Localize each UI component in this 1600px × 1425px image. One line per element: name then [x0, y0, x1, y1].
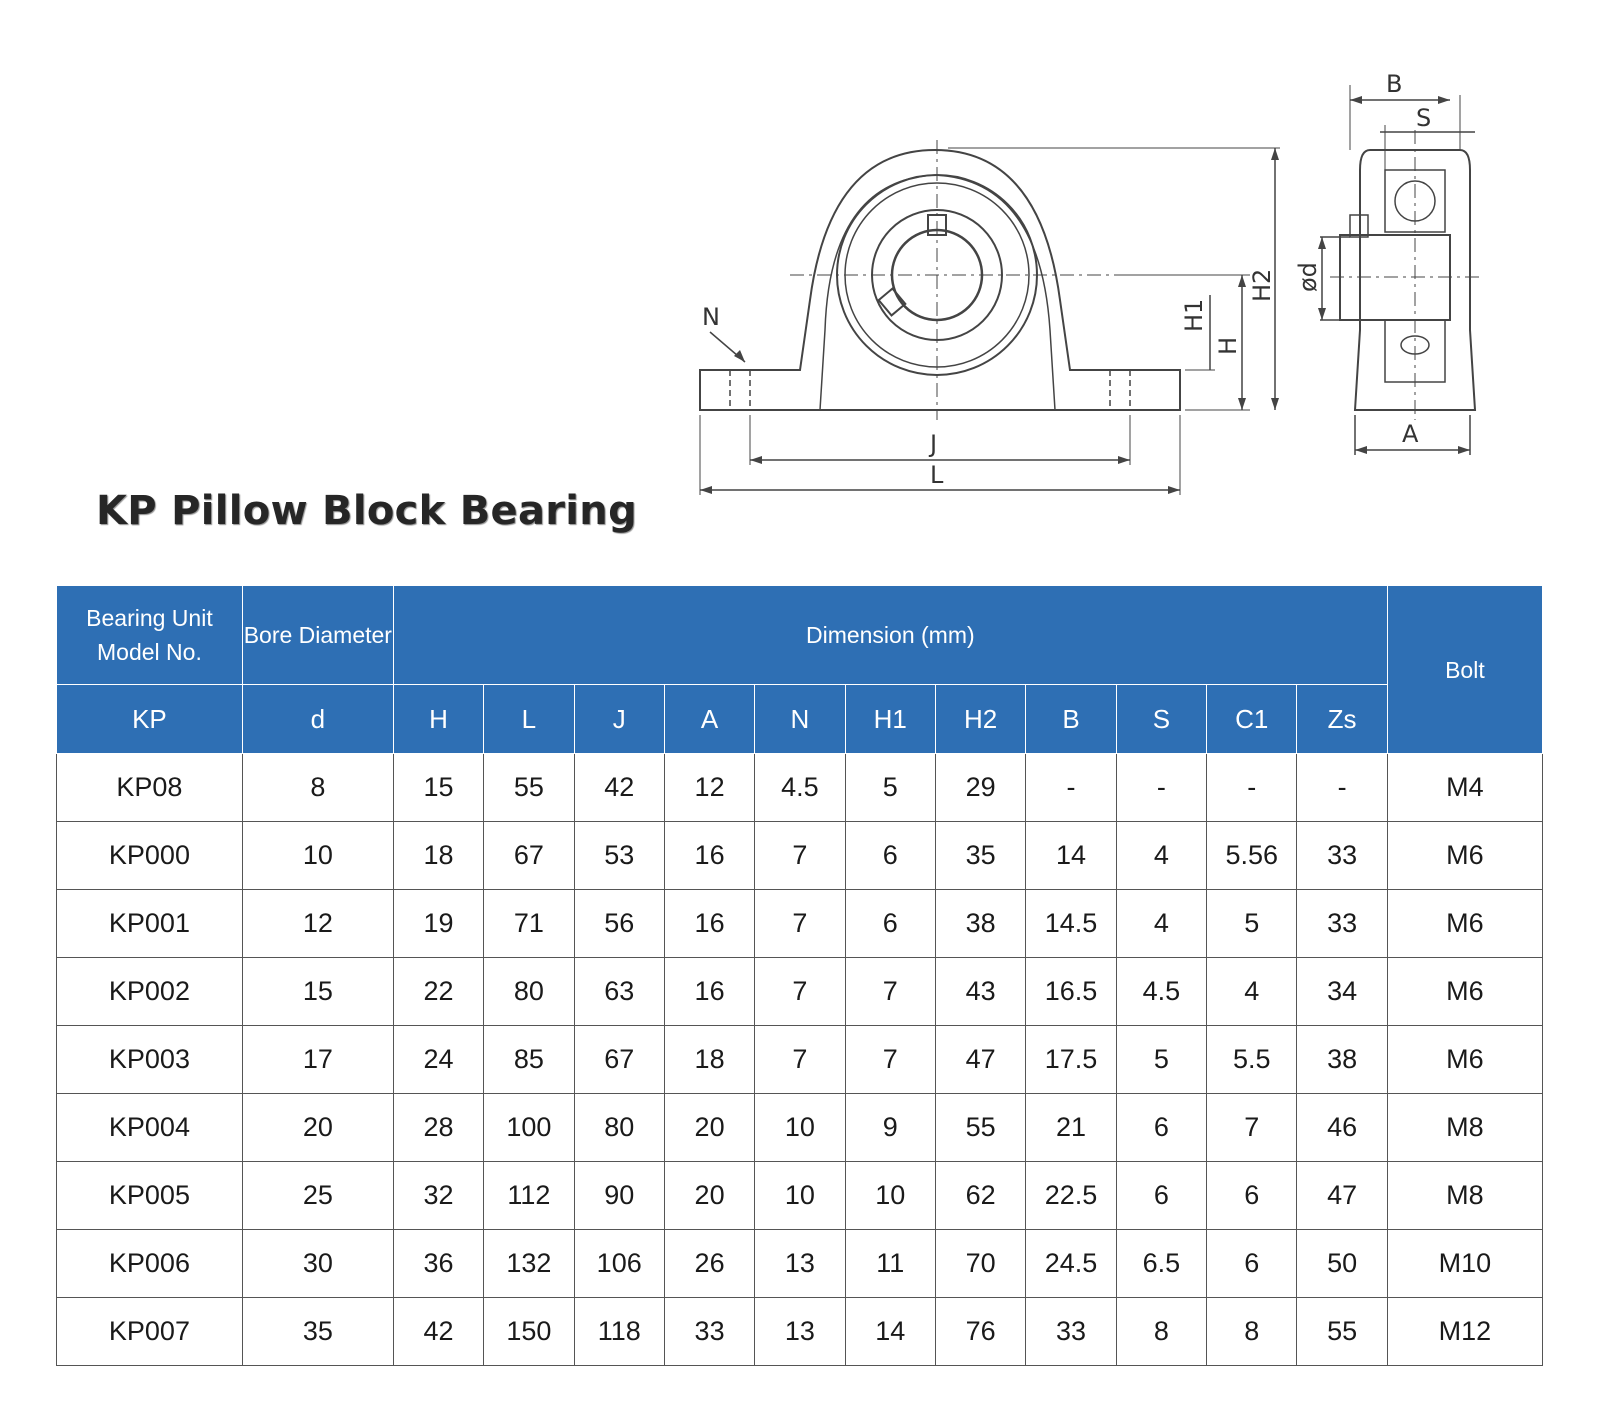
value-cell: 90: [574, 1162, 664, 1230]
table-row: [57, 754, 1543, 822]
value-cell: 36: [393, 1230, 483, 1298]
value-cell: 20: [664, 1162, 754, 1230]
value-cell: 6: [1116, 1094, 1206, 1162]
value-cell: 9: [845, 1094, 935, 1162]
label-H: H: [1214, 336, 1242, 355]
value-cell: 10: [755, 1094, 845, 1162]
technical-drawing: [690, 70, 1540, 520]
value-cell: 33: [1026, 1298, 1116, 1366]
value-cell: 6: [845, 822, 935, 890]
value-cell: 14: [1026, 822, 1116, 890]
value-cell: -: [1297, 754, 1387, 822]
value-cell: 67: [574, 1026, 664, 1094]
value-cell: 85: [484, 1026, 574, 1094]
value-cell: 7: [755, 822, 845, 890]
table-row: [57, 1230, 1543, 1298]
value-cell: 8: [1116, 1298, 1206, 1366]
model-cell: KP000: [57, 822, 243, 890]
column-header: H: [393, 685, 483, 754]
dimension-table: [56, 585, 1543, 1366]
value-cell: 35: [935, 822, 1025, 890]
value-cell: -: [1207, 754, 1297, 822]
table-row: [57, 1298, 1543, 1366]
label-J: J: [930, 430, 938, 458]
value-cell: 7: [1207, 1094, 1297, 1162]
value-cell: 70: [935, 1230, 1025, 1298]
value-cell: 10: [755, 1162, 845, 1230]
value-cell: 62: [935, 1162, 1025, 1230]
value-cell: 47: [1297, 1162, 1387, 1230]
value-cell: 6: [1207, 1230, 1297, 1298]
value-cell: 17.5: [1026, 1026, 1116, 1094]
header-model: Bearing Unit Model No.: [57, 586, 243, 685]
value-cell: 16: [664, 890, 754, 958]
value-cell: 16: [664, 958, 754, 1026]
column-header: C1: [1207, 685, 1297, 754]
value-cell: 10: [845, 1162, 935, 1230]
value-cell: 24.5: [1026, 1230, 1116, 1298]
value-cell: 5: [1116, 1026, 1206, 1094]
header-bore: Bore Diameter: [242, 586, 393, 685]
value-cell: 7: [845, 1026, 935, 1094]
column-header: KP: [57, 685, 243, 754]
value-cell: 15: [242, 958, 393, 1026]
value-cell: 6: [845, 890, 935, 958]
bolt-cell: M8: [1387, 1094, 1542, 1162]
value-cell: 16: [664, 822, 754, 890]
value-cell: 10: [242, 822, 393, 890]
value-cell: 46: [1297, 1094, 1387, 1162]
value-cell: 7: [755, 890, 845, 958]
column-header: J: [574, 685, 664, 754]
value-cell: -: [1116, 754, 1206, 822]
model-cell: KP007: [57, 1298, 243, 1366]
value-cell: 4.5: [755, 754, 845, 822]
value-cell: 4: [1207, 958, 1297, 1026]
bolt-cell: M10: [1387, 1230, 1542, 1298]
value-cell: 55: [484, 754, 574, 822]
column-header: H2: [935, 685, 1025, 754]
value-cell: 22: [393, 958, 483, 1026]
bolt-cell: M4: [1387, 754, 1542, 822]
value-cell: 20: [664, 1094, 754, 1162]
value-cell: 14: [845, 1298, 935, 1366]
table-row: [57, 1162, 1543, 1230]
label-N: N: [702, 303, 720, 331]
column-header: H1: [845, 685, 935, 754]
value-cell: 80: [484, 958, 574, 1026]
model-cell: KP004: [57, 1094, 243, 1162]
value-cell: 53: [574, 822, 664, 890]
value-cell: 63: [574, 958, 664, 1026]
value-cell: 47: [935, 1026, 1025, 1094]
value-cell: 150: [484, 1298, 574, 1366]
value-cell: 12: [664, 754, 754, 822]
column-header: S: [1116, 685, 1206, 754]
model-cell: KP003: [57, 1026, 243, 1094]
value-cell: 76: [935, 1298, 1025, 1366]
value-cell: 6: [1116, 1162, 1206, 1230]
value-cell: 18: [664, 1026, 754, 1094]
value-cell: 8: [242, 754, 393, 822]
model-cell: KP005: [57, 1162, 243, 1230]
value-cell: 30: [242, 1230, 393, 1298]
table-row: [57, 1094, 1543, 1162]
value-cell: 13: [755, 1230, 845, 1298]
column-header: Zs: [1297, 685, 1387, 754]
table-row: [57, 958, 1543, 1026]
value-cell: 20: [242, 1094, 393, 1162]
value-cell: 5: [845, 754, 935, 822]
value-cell: 38: [1297, 1026, 1387, 1094]
value-cell: 16.5: [1026, 958, 1116, 1026]
value-cell: 132: [484, 1230, 574, 1298]
column-header: B: [1026, 685, 1116, 754]
value-cell: 7: [755, 958, 845, 1026]
model-cell: KP001: [57, 890, 243, 958]
label-S: S: [1416, 104, 1432, 132]
value-cell: 42: [574, 754, 664, 822]
value-cell: 5: [1207, 890, 1297, 958]
value-cell: 112: [484, 1162, 574, 1230]
bolt-cell: M6: [1387, 958, 1542, 1026]
value-cell: 21: [1026, 1094, 1116, 1162]
value-cell: 33: [664, 1298, 754, 1366]
value-cell: 32: [393, 1162, 483, 1230]
table-row: [57, 1026, 1543, 1094]
value-cell: 5.56: [1207, 822, 1297, 890]
table-row: [57, 890, 1543, 958]
value-cell: 80: [574, 1094, 664, 1162]
column-header: L: [484, 685, 574, 754]
value-cell: 6: [1207, 1162, 1297, 1230]
bolt-cell: M6: [1387, 822, 1542, 890]
bolt-cell: M6: [1387, 1026, 1542, 1094]
table-row: [57, 822, 1543, 890]
value-cell: 12: [242, 890, 393, 958]
value-cell: 6.5: [1116, 1230, 1206, 1298]
bolt-cell: M12: [1387, 1298, 1542, 1366]
label-L: L: [930, 461, 944, 489]
value-cell: 71: [484, 890, 574, 958]
value-cell: 13: [755, 1298, 845, 1366]
value-cell: 55: [1297, 1298, 1387, 1366]
value-cell: 50: [1297, 1230, 1387, 1298]
value-cell: 33: [1297, 890, 1387, 958]
value-cell: 25: [242, 1162, 393, 1230]
header-dimension: Dimension (mm): [393, 586, 1387, 685]
value-cell: 33: [1297, 822, 1387, 890]
label-H2: H2: [1248, 268, 1276, 302]
value-cell: 55: [935, 1094, 1025, 1162]
value-cell: -: [1026, 754, 1116, 822]
column-header: N: [755, 685, 845, 754]
value-cell: 67: [484, 822, 574, 890]
value-cell: 19: [393, 890, 483, 958]
value-cell: 43: [935, 958, 1025, 1026]
value-cell: 34: [1297, 958, 1387, 1026]
value-cell: 106: [574, 1230, 664, 1298]
bolt-cell: M6: [1387, 890, 1542, 958]
value-cell: 11: [845, 1230, 935, 1298]
label-H1: H1: [1180, 298, 1208, 332]
model-cell: KP002: [57, 958, 243, 1026]
value-cell: 38: [935, 890, 1025, 958]
value-cell: 14.5: [1026, 890, 1116, 958]
value-cell: 17: [242, 1026, 393, 1094]
model-cell: KP006: [57, 1230, 243, 1298]
value-cell: 4.5: [1116, 958, 1206, 1026]
value-cell: 7: [755, 1026, 845, 1094]
label-B: B: [1386, 70, 1403, 98]
header-bolt: Bolt: [1387, 586, 1542, 754]
value-cell: 18: [393, 822, 483, 890]
value-cell: 4: [1116, 822, 1206, 890]
column-header: A: [664, 685, 754, 754]
page-title: KP Pillow Block Bearing: [96, 488, 638, 534]
value-cell: 100: [484, 1094, 574, 1162]
label-A: A: [1402, 420, 1419, 448]
label-d: ød: [1294, 262, 1322, 292]
value-cell: 56: [574, 890, 664, 958]
housing-outline: [700, 150, 1180, 410]
value-cell: 4: [1116, 890, 1206, 958]
value-cell: 35: [242, 1298, 393, 1366]
value-cell: 118: [574, 1298, 664, 1366]
value-cell: 28: [393, 1094, 483, 1162]
value-cell: 42: [393, 1298, 483, 1366]
column-header: d: [242, 685, 393, 754]
value-cell: 26: [664, 1230, 754, 1298]
value-cell: 8: [1207, 1298, 1297, 1366]
bolt-cell: M8: [1387, 1162, 1542, 1230]
value-cell: 7: [845, 958, 935, 1026]
value-cell: 24: [393, 1026, 483, 1094]
value-cell: 22.5: [1026, 1162, 1116, 1230]
value-cell: 5.5: [1207, 1026, 1297, 1094]
model-cell: KP08: [57, 754, 243, 822]
value-cell: 29: [935, 754, 1025, 822]
value-cell: 15: [393, 754, 483, 822]
